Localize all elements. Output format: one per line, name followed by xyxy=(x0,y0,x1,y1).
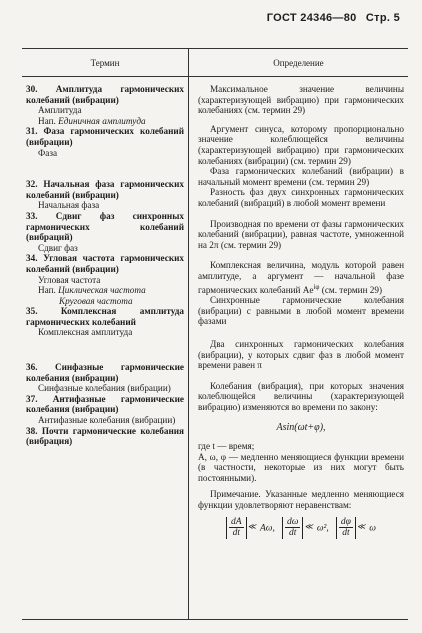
term-30-deprecated: Нап. Единичная амплитуда xyxy=(38,115,146,126)
term-34: 34. Угловая частота гармонических колебаний (вибрации) xyxy=(26,253,184,274)
term-31: 31. Фаза гармонических колебаний (вибрации) xyxy=(26,126,184,147)
definition-34: Производная по времени от фазы гармонических колебаний (вибрации), равная частоте, умноженной на 2π (см. термин 29) xyxy=(198,218,404,250)
term-31-preferred: Фаза xyxy=(38,147,58,158)
harmonic-law-formula: Asin(ωt+φ), xyxy=(276,421,326,433)
definition-31: Аргумент синуса, которому пропорционально значение колеблющейся величины (характеризующей вибрацию) при гармонических колебаниях (вибрации) (см. термин 29) xyxy=(198,123,404,166)
term-33: 33. Сдвиг фаз синхронных гармонических колебаний (вибраций) xyxy=(26,210,184,243)
term-32: 32. Начальная фаза гармонических колебаний (вибрации) xyxy=(26,179,184,200)
page-header xyxy=(267,12,400,24)
formula-where-time: где t — время; xyxy=(198,441,255,452)
definition-36: Синхронные гармонические колебания (вибрации) с равными в любой момент времени фазами xyxy=(198,295,404,327)
definitions-column xyxy=(198,84,404,539)
header-rule xyxy=(22,76,408,77)
term-32-preferred: Начальная фаза xyxy=(38,200,100,211)
terms-column-header: Термин xyxy=(90,58,120,68)
definition-38: Колебания (вибрация), при которых значения колеблющейся величины (характеризующей вибрацию) изменяются во времени по закону: xyxy=(198,380,404,412)
definition-35: Комплексная величина, модуль которой равен амплитуде, а аргумент — начальной фазе гармонических колебаний $Ae^{i\varphi}$ (см. термин 29) xyxy=(198,260,404,295)
inequalities: $\frac{dA}{dt}$ ≪ Aω, $\frac{d\omega}{dt}$ ≪ ω², $\frac{d\varphi}{dt}$ ≪ ω xyxy=(198,517,404,539)
note-text: Примечание. Указанные медленно меняющиеся функции удовлетворяют неравенствам: xyxy=(198,489,404,511)
term-34-deprecated-2: Круговая частота xyxy=(59,295,133,306)
term-37: 37. Антифазные гармонические колебания (вибрации) xyxy=(26,393,184,415)
terms-column xyxy=(26,84,184,447)
definition-33: Разность фаз двух синхронных гармонических колебаний (вибраций) в любой момент времени xyxy=(198,187,404,208)
term-37-preferred: Антифазные колебания (вибрации) xyxy=(38,415,176,426)
definition-32: Фаза гармонических колебаний (вибрации) в начальный момент времени (см. термин 29) xyxy=(198,166,404,187)
formula-where-functions: A, ω, φ — медленно меняющиеся функции времени (в частности, некоторые из них могут быть постоянными). xyxy=(198,451,404,483)
terms-table xyxy=(22,48,408,620)
term-33-preferred: Сдвиг фаз xyxy=(38,242,78,253)
definition-30: Максимальное значение величины (характеризующей вибрацию) при гармонических колебаниях (см. термин 29) xyxy=(198,84,404,116)
column-divider xyxy=(188,48,189,620)
term-34-deprecated: Нап. Циклическая частота xyxy=(38,285,146,296)
term-36: 36. Синфазные гармонические колебания (вибрации) xyxy=(26,362,184,383)
term-30-preferred: Амплитуда xyxy=(38,105,82,116)
table-bottom-rule xyxy=(22,619,408,620)
definition-37: Два синхронных гармонических колебания (вибрации), у которых сдвиг фаз в любой момент времени равен π xyxy=(198,338,404,371)
table-top-rule xyxy=(22,48,408,49)
term-35: 35. Комплексная амплитуда гармонических колебаний xyxy=(26,306,184,327)
definition-column-header: Определение xyxy=(273,58,324,68)
term-36-preferred: Синфазные колебания (вибрации) xyxy=(38,383,171,394)
term-38: 38. Почти гармонические колебания (вибрация) xyxy=(26,425,184,447)
standard-number: ГОСТ 24346—80 xyxy=(266,12,357,24)
term-34-preferred: Угловая частота xyxy=(38,274,101,285)
term-35-preferred: Комплексная амплитуда xyxy=(38,327,133,338)
term-30: 30. Амплитуда гармонических колебаний (вибрации) xyxy=(26,84,184,105)
page-number: Стр. 5 xyxy=(365,12,400,24)
